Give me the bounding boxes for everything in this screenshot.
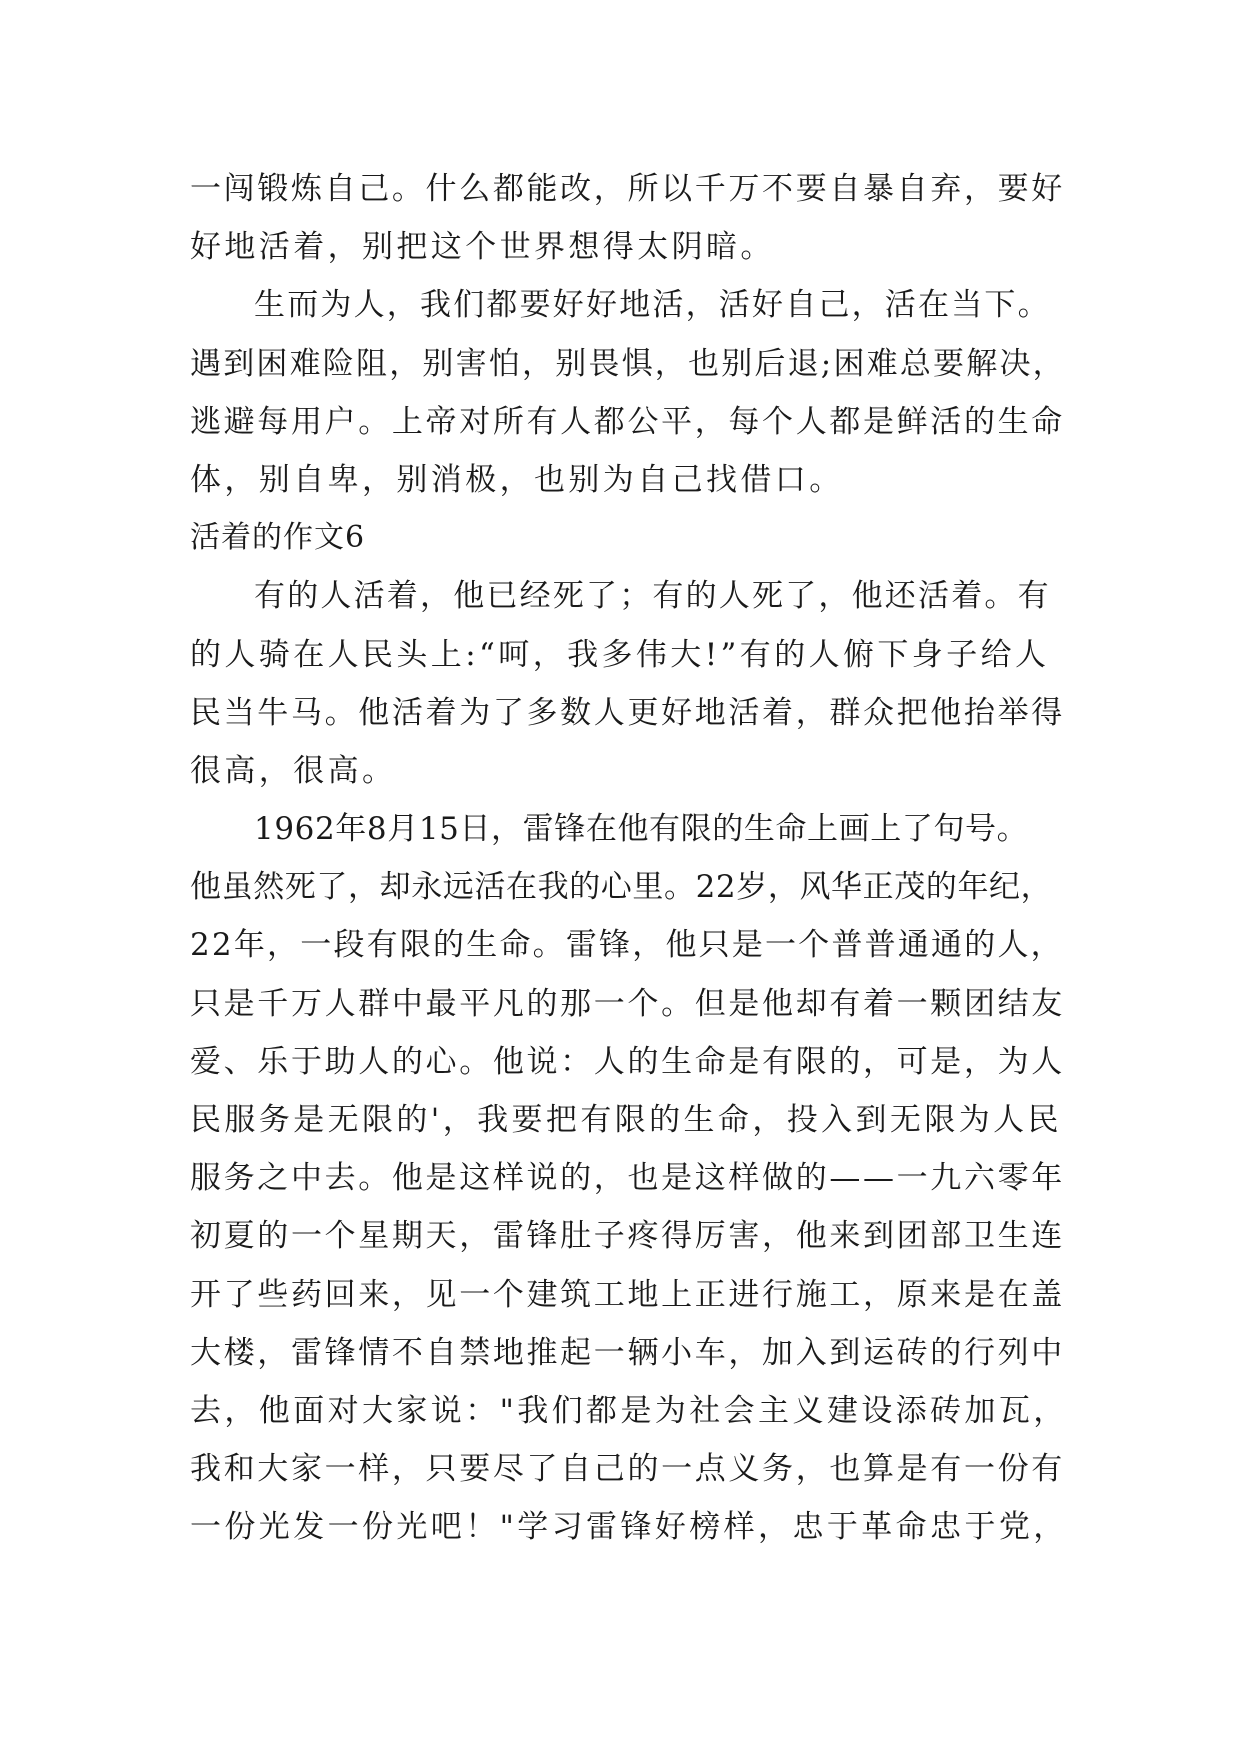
text-line: 爱、乐于助人的心。他说：人的生命是有限的，可是，为人 — [190, 1043, 1065, 1080]
text-line: 服务之中去。他是这样说的，也是这样做的——一九六零年 — [190, 1160, 1065, 1197]
text-line: 体，别自卑，别消极，也别为自己找借口。 — [190, 461, 844, 498]
section-heading: 活着的作文6 — [190, 520, 366, 556]
text-line: 只是千万人群中最平凡的那一个。但是他却有着一颗团结友 — [190, 985, 1065, 1022]
text-line: 的人骑在人民头上:“呵，我多伟大!”有的人俯下身子给人 — [190, 636, 1050, 673]
text-line: 好地活着，别把这个世界想得太阴暗。 — [190, 229, 775, 266]
paragraph-start-line: 1962年8月15日，雷锋在他有限的生命上画上了句号。 — [254, 811, 1029, 848]
text-line: 一闯锻炼自己。什么都能改，所以千万不要自暴自弃，要好 — [190, 171, 1065, 207]
text-line: 一份光发一份光吧！"学习雷锋好榜样，忠于革命忠于党， — [190, 1509, 1068, 1546]
text-line: 遇到困难险阻，别害怕，别畏惧，也别后退;困难总要解决， — [190, 345, 1066, 382]
text-line: 大楼，雷锋情不自禁地推起一辆小车，加入到运砖的行列中 — [190, 1334, 1065, 1371]
text-line: 很高，很高。 — [190, 752, 397, 789]
text-line: 逃避每用户。上帝对所有人都公平，每个人都是鲜活的生命 — [190, 403, 1065, 440]
text-line: 我和大家一样，只要尽了自己的一点义务，也算是有一份有 — [190, 1451, 1065, 1488]
text-line: 开了些药回来，见一个建筑工地上正进行施工，原来是在盖 — [190, 1276, 1065, 1313]
paragraph-start-line: 有的人活着，他已经死了；有的人死了，他还活着。有 — [254, 578, 1051, 615]
text-line: 初夏的一个星期天，雷锋肚子疼得厉害，他来到团部卫生连 — [190, 1218, 1065, 1255]
text-line: 民服务是无限的'，我要把有限的生命，投入到无限为人民 — [190, 1102, 1062, 1138]
document-page — [190, 160, 1070, 1557]
text-line: 去，他面对大家说："我们都是为社会主义建设添砖加瓦， — [190, 1392, 1068, 1429]
paragraph-start-line: 生而为人，我们都要好好地活，活好自己，活在当下。 — [254, 287, 1051, 324]
text-line: 民当牛马。他活着为了多数人更好地活着，群众把他抬举得 — [190, 694, 1065, 731]
text-line: 22年，一段有限的生命。雷锋，他只是一个普普通通的人， — [190, 927, 1064, 964]
text-line: 他虽然死了，却永远活在我的心里。22岁，风华正茂的年纪， — [190, 869, 1053, 906]
